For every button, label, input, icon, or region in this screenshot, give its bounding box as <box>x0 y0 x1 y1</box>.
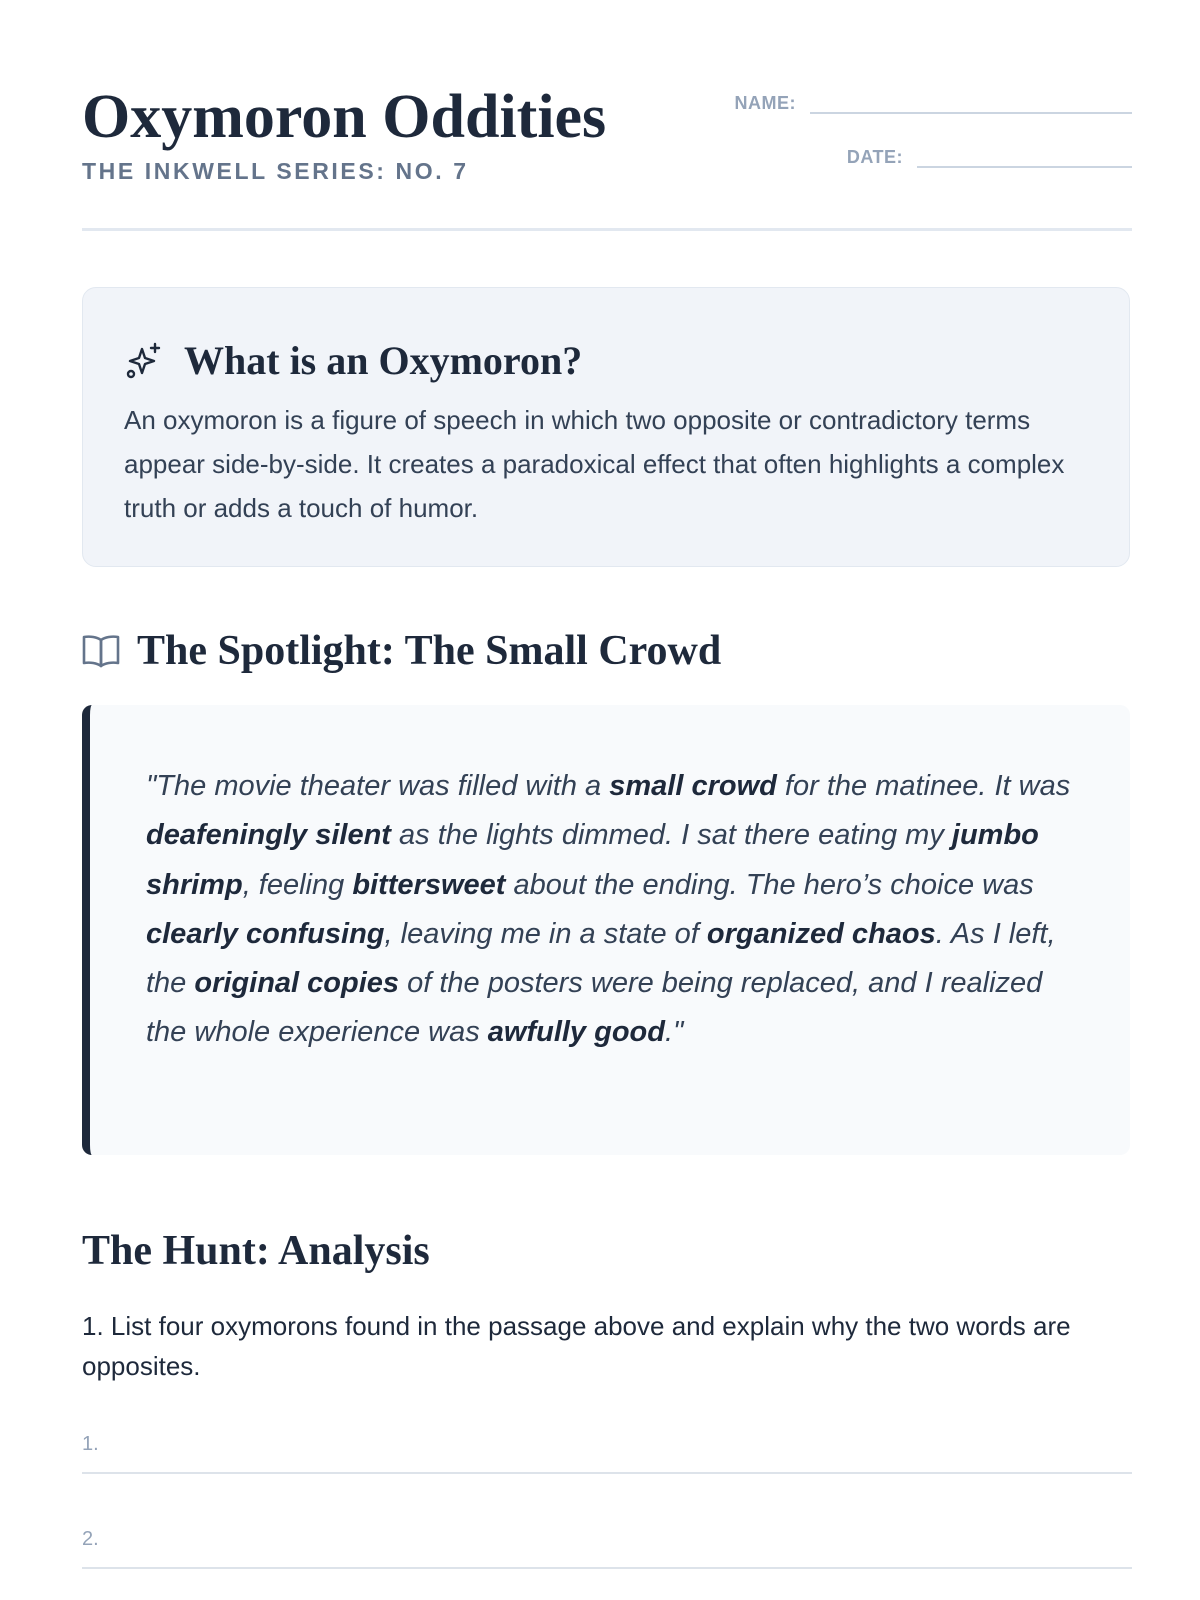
definition-card <box>82 287 1130 567</box>
spotlight-title: The Spotlight: The Small Crowd <box>137 628 722 674</box>
oxymoron-highlight: organized chaos <box>706 917 936 950</box>
date-field[interactable] <box>847 142 1132 168</box>
analysis-title: The Hunt: Analysis <box>82 1228 430 1274</box>
header-divider <box>82 228 1132 231</box>
definition-title: What is an Oxymoron? <box>184 338 583 383</box>
passage-text: , leaving me in a state of <box>384 917 707 950</box>
worksheet-header <box>82 0 1132 232</box>
answer-line-1[interactable] <box>82 1432 1132 1474</box>
name-line[interactable] <box>810 88 1132 114</box>
name-label: NAME: <box>734 93 796 113</box>
oxymoron-highlight: bittersweet <box>352 868 506 901</box>
sparkles-icon <box>124 341 164 381</box>
passage-text: of the posters were being replaced, and I realized the whole experience was <box>146 967 1043 1049</box>
passage-text: as the lights dimmed. I sat there eating my <box>390 819 952 852</box>
answer-number: 1. <box>82 1433 99 1455</box>
passage-text: for the matinee. It was <box>776 770 1071 802</box>
passage-text: "The movie theater was filled with a <box>146 770 610 802</box>
oxymoron-highlight: clearly confusing <box>146 917 385 950</box>
open-book-icon <box>82 634 120 668</box>
definition-heading <box>124 338 582 384</box>
oxymoron-highlight: awfully good <box>487 1016 665 1049</box>
series-subtitle: THE INKWELL SERIES: NO. 7 <box>82 158 469 184</box>
passage-text: , feeling <box>242 868 353 901</box>
definition-text: An oxymoron is a figure of speech in which two opposite or contradictory terms appear side-by-side. It creates a paradoxical effect that often highlights a complex truth or adds a touch of humor. <box>124 405 1065 523</box>
answer-line-2[interactable] <box>82 1527 1132 1569</box>
name-field[interactable] <box>735 88 1133 114</box>
passage-text: ." <box>664 1016 684 1049</box>
date-line[interactable] <box>917 142 1132 168</box>
oxymoron-highlight: original copies <box>194 967 400 1000</box>
page-title: Oxymoron Oddities <box>82 83 607 151</box>
analysis-question: 1. List four oxymorons found in the passage above and explain why the two words are opposites. <box>82 1311 1071 1381</box>
oxymoron-highlight: deafeningly silent <box>146 819 391 852</box>
passage-text: . As I left, the <box>146 917 1056 1000</box>
spotlight-heading <box>82 626 721 676</box>
date-label: DATE: <box>846 147 903 167</box>
oxymoron-highlight: jumbo shrimp <box>146 819 1039 901</box>
passage-quote <box>82 705 1130 1155</box>
passage-text: about the ending. The hero’s choice was <box>505 868 1034 901</box>
answer-number: 2. <box>82 1528 99 1550</box>
oxymoron-highlight: small crowd <box>609 770 777 802</box>
